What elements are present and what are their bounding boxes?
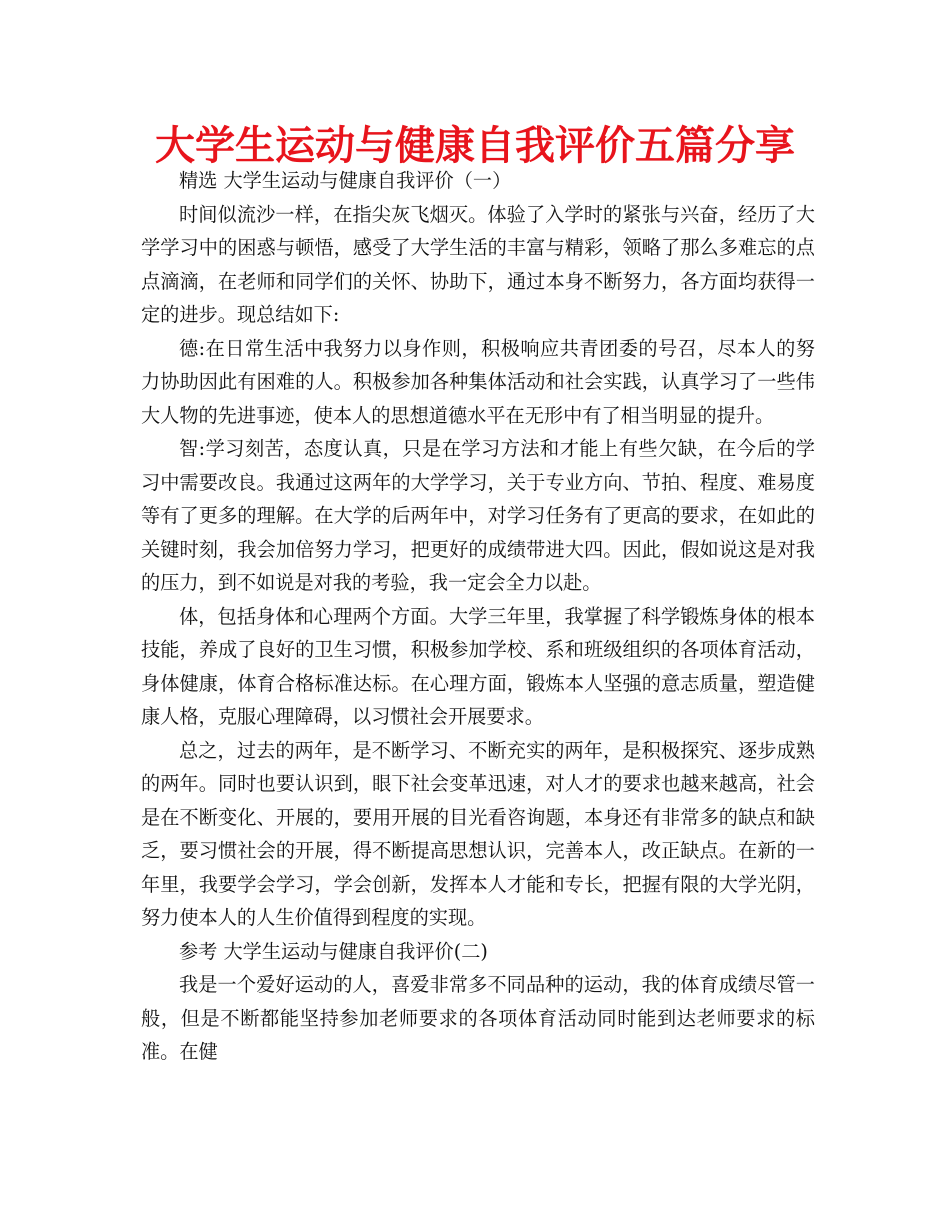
- paragraph: 时间似流沙一样，在指尖灰飞烟灭。体验了入学时的紧张与兴奋，经历了大学学习中的困惑与顿悟，感受了大学生活的丰富与精彩，领略了那么多难忘的点点滴滴，在老师和同学们的关怀、协助下，通过本身不断努力，各方面均获得一定的进步。现总结如下:: [141, 202, 815, 326]
- paragraph: 我是一个爱好运动的人，喜爱非常多不同品种的运动，我的体育成绩尽管一般，但是不断都能坚持参加老师要求的各项体育活动同时能到达老师要求的标准。在健: [141, 973, 815, 1063]
- section-heading-1: 精选 大学生运动与健康自我评价（一）: [179, 169, 512, 192]
- paragraph: 总之，过去的两年，是不断学习、不断充实的两年，是积极探究、逐步成熟的两年。同时也要认识到，眼下社会变革迅速，对人才的要求也越来越高，社会是在不断变化、开展的，要用开展的目光看咨询题，本身还有非常多的缺点和缺乏，要习惯社会的开展，得不断提高思想认识，完善本人，改正缺点。在新的一年里，我要学会学习，学会创新，发挥本人才能和专长，把握有限的大学光阴，努力使本人的人生价值得到程度的实现。: [141, 738, 815, 929]
- paragraph: 智:学习刻苦，态度认真，只是在学习方法和才能上有些欠缺，在今后的学习中需要改良。我通过这两年的大学学习，关于专业方向、节拍、程度、难易度等有了更多的理解。在大学的后两年中，对学习任务有了更高的要求，在如此的关键时刻，我会加倍努力学习，把更好的成绩带进大四。因此，假如说这是对我的压力，到不如说是对我的考验，我一定会全力以赴。: [141, 437, 815, 594]
- document-title: 大学生运动与健康自我评价五篇分享: [155, 123, 795, 169]
- paragraph: 德:在日常生活中我努力以身作则，积极响应共青团委的号召，尽本人的努力协助因此有困难的人。积极参加各种集体活动和社会实践，认真学习了一些伟大人物的先进事迹，使本人的思想道德水平在无形中有了相当明显的提升。: [141, 336, 815, 427]
- section-heading-2: 参考 大学生运动与健康自我评价(二): [179, 939, 488, 963]
- paragraph: 体，包括身体和心理两个方面。大学三年里，我掌握了科学锻炼身体的根本技能，养成了良好的卫生习惯，积极参加学校、系和班级组织的各项体育活动，身体健康，体育合格标准达标。在心理方面，锻炼本人坚强的意志质量，塑造健康人格，克服心理障碍，以习惯社会开展要求。: [141, 604, 815, 728]
- document-body: [141, 164, 815, 1069]
